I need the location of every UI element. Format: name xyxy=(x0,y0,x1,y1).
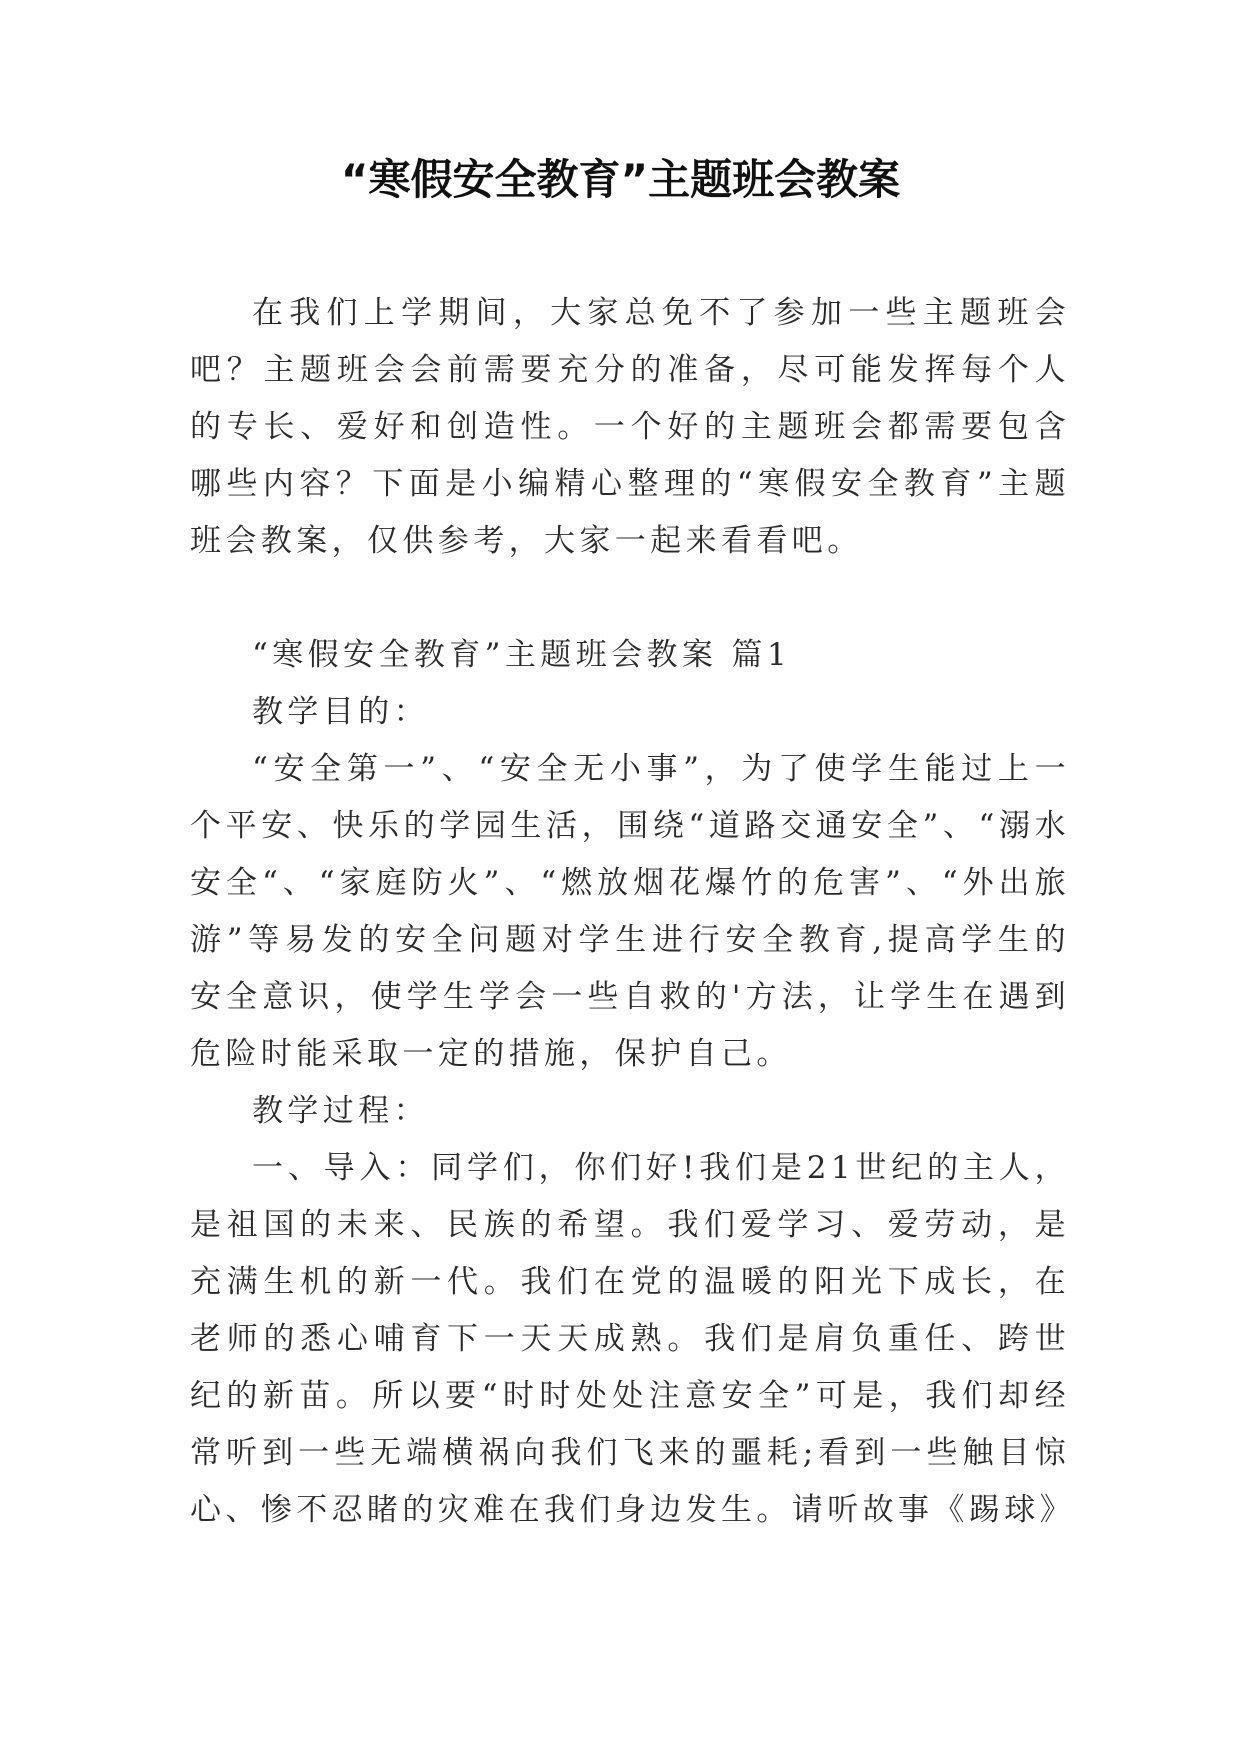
teaching-goal-paragraph: “安全第一”、“安全无小事”，为了使学生能过上一个平安、快乐的学园生活，围绕“道路交通安全”、“溺水安全“、“家庭防火”、“燃放烟花爆竹的危害”、“外出旅游”等易发的安全问题对学生进行安全教育,提高学生的安全意识，使学生学会一些自救的'方法，让学生在遇到危险时能采取一定的措施，保护自己。 xyxy=(190,751,1070,1072)
document-title: “寒假安全教育”主题班会教案 xyxy=(340,155,901,204)
section-heading: “寒假安全教育”主题班会教案 篇1 xyxy=(252,637,792,673)
teaching-process-heading: 教学过程： xyxy=(252,1093,429,1129)
document-body xyxy=(190,285,1075,1539)
teaching-goal-heading: 教学目的： xyxy=(252,694,429,730)
intro-paragraph: 在我们上学期间，大家总免不了参加一些主题班会吧？主题班会会前需要充分的准备，尽可能发挥每个人的专长、爱好和创造性。一个好的主题班会都需要包含哪些内容？下面是小编精心整理的“寒假安全教育”主题班会教案，仅供参考，大家一起来看看吧。 xyxy=(190,295,1070,559)
introduction-paragraph: 一、导入：同学们，你们好!我们是21世纪的主人，是祖国的未来、民族的希望。我们爱学习、爱劳动，是充满生机的新一代。我们在党的温暖的阳光下成长，在老师的悉心哺育下一天天成熟。我们是肩负重任、跨世纪的新苗。所以要“时时处处注意安全”可是，我们却经常听到一些无端横祸向我们飞来的噩耗;看到一些触目惊心、惨不忍睹的灾难在我们身边发生。请听故事《踢球》 xyxy=(190,1150,1075,1528)
